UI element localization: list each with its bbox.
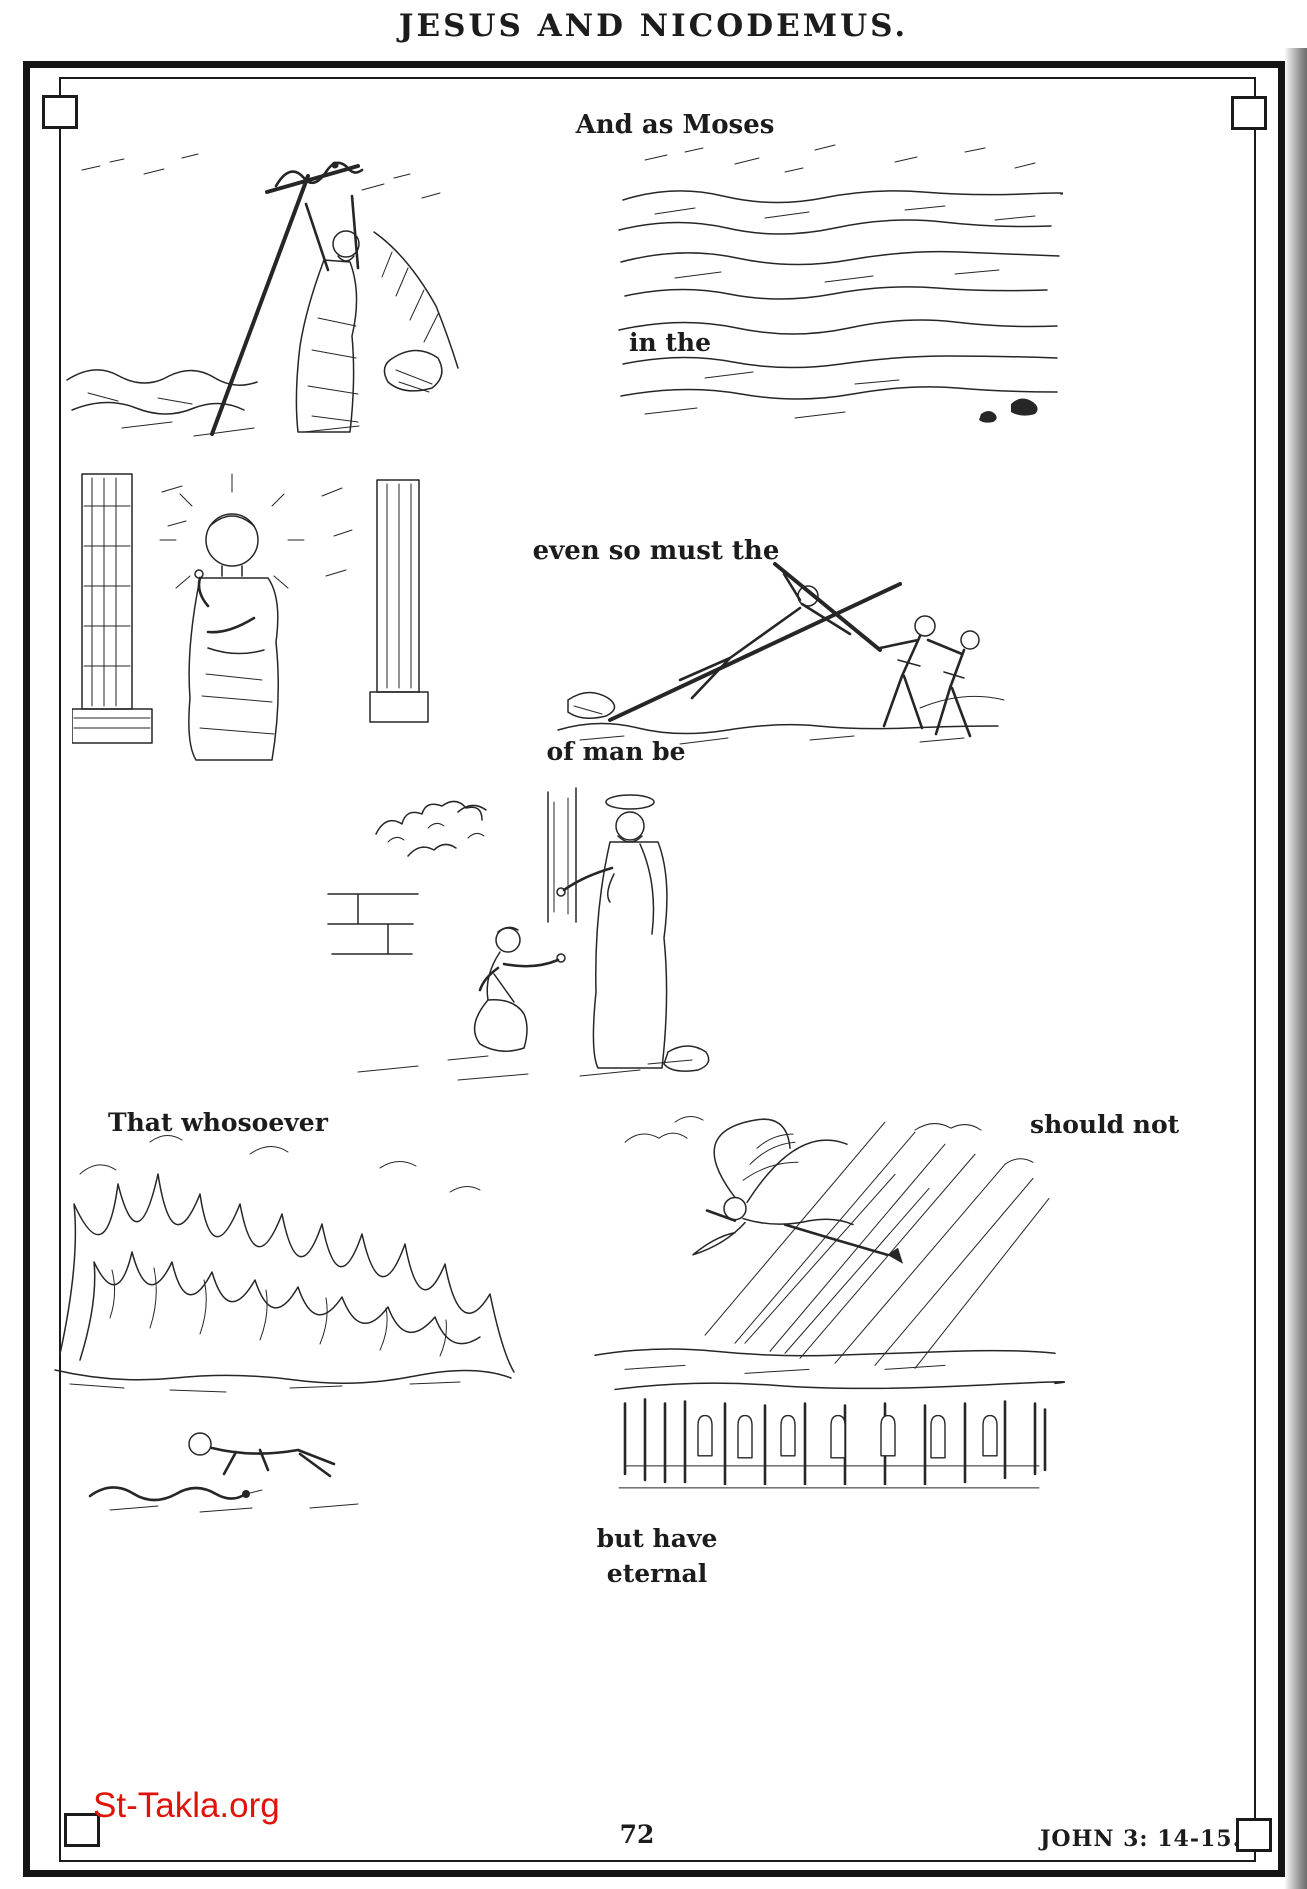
fragment-should-not: should not [1030, 1110, 1180, 1139]
corner-ornament-top-right [1231, 96, 1267, 130]
scripture-reference: JOHN 3: 14-15. [1040, 1826, 1242, 1852]
fragment-but-have-line: but have [596, 1524, 718, 1553]
illustration-moses-lifting-serpent [62, 128, 470, 446]
illustration-wilderness [615, 138, 1063, 438]
corner-ornament-bottom-right [1236, 1818, 1272, 1852]
page-number: 72 [619, 1820, 655, 1849]
illustration-flames [50, 1112, 525, 1520]
fragment-and-as-moses: And as Moses [575, 110, 775, 140]
illustration-son-with-halo [72, 466, 447, 778]
scan-edge-shadow [1284, 48, 1307, 1889]
corner-ornament-top-left [42, 95, 78, 129]
fragment-but-have-eternal [577, 1521, 737, 1591]
fragment-in-the: in the [628, 328, 711, 357]
page-title: JESUS AND NICODEMUS. [398, 8, 909, 44]
fragment-eternal-line: eternal [606, 1559, 708, 1588]
fragment-of-man-be: of man be [546, 737, 686, 766]
fragment-even-so-must-the: even so must the [532, 536, 780, 566]
illustration-jesus-and-kneeling-believer [318, 772, 748, 1094]
watermark-st-takla: St-Takla.org [93, 1786, 280, 1825]
illustration-angel-with-trumpet [585, 1102, 1065, 1502]
fragment-that-whosoever: That whosoever [108, 1108, 328, 1137]
